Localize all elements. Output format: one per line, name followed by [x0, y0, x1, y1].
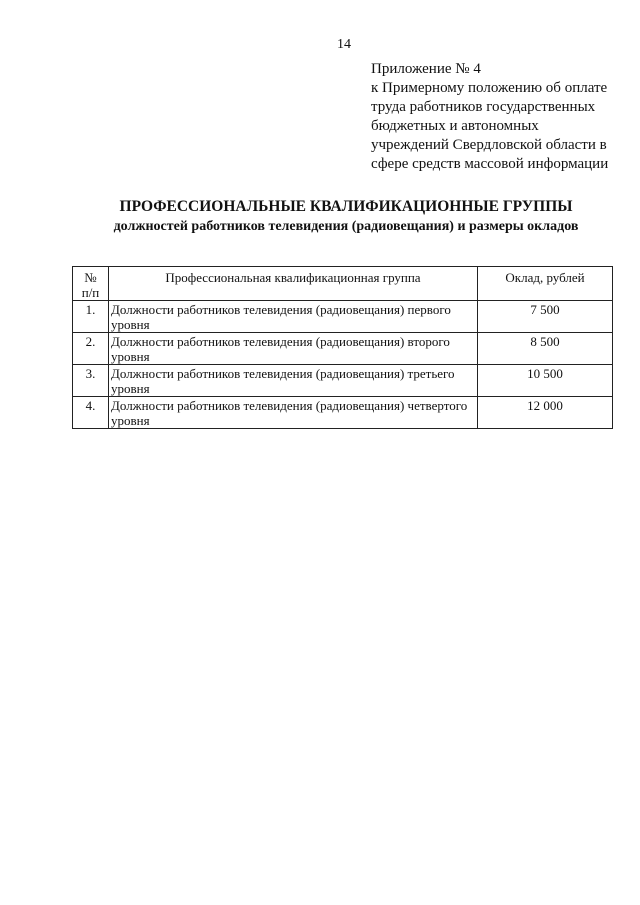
appendix-line: бюджетных и автономных: [371, 118, 539, 134]
document-title: [60, 197, 632, 237]
table-header-row: [73, 267, 613, 301]
table-row: [73, 301, 613, 333]
row-salary: 12 000: [478, 397, 613, 429]
title-sub: должностей работников телевидения (радиовещания) и размеры окладов: [113, 219, 579, 234]
row-group: Должности работников телевидения (радиовещания) четвертого уровня: [109, 397, 478, 429]
row-number: 3.: [73, 365, 109, 397]
row-group: Должности работников телевидения (радиовещания) третьего уровня: [109, 365, 478, 397]
header-number: [73, 267, 109, 301]
header-salary: Оклад, рублей: [478, 267, 613, 301]
appendix-line: учреждений Свердловской области в: [371, 137, 607, 153]
row-number: 1.: [73, 301, 109, 333]
row-number: 4.: [73, 397, 109, 429]
table-row: [73, 333, 613, 365]
row-salary: 8 500: [478, 333, 613, 365]
title-main: ПРОФЕССИОНАЛЬНЫЕ КВАЛИФИКАЦИОННЫЕ ГРУППЫ: [119, 198, 573, 215]
header-number-pp: п/п: [81, 285, 100, 300]
row-salary: 7 500: [478, 301, 613, 333]
page-number: 14: [337, 37, 351, 52]
appendix-line: Приложение № 4: [371, 61, 481, 77]
row-group: Должности работников телевидения (радиовещания) первого уровня: [109, 301, 478, 333]
header-group: Профессиональная квалификационная группа: [109, 267, 478, 301]
appendix-block: [371, 60, 631, 174]
appendix-line: сфере средств массовой информации: [371, 156, 609, 172]
appendix-line: труда работников государственных: [371, 99, 596, 115]
table-row: [73, 397, 613, 429]
header-number-sign: №: [84, 270, 97, 285]
appendix-line: к Примерному положению об оплате: [371, 80, 608, 96]
row-group: Должности работников телевидения (радиовещания) второго уровня: [109, 333, 478, 365]
row-salary: 10 500: [478, 365, 613, 397]
row-number: 2.: [73, 333, 109, 365]
qualification-groups-table: [72, 266, 613, 429]
table-row: [73, 365, 613, 397]
